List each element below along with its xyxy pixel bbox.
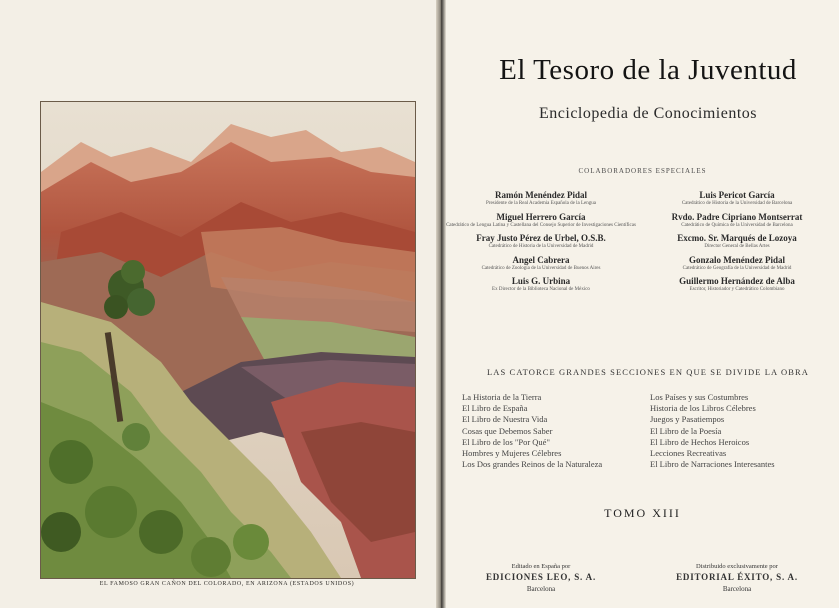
sections-heading: LAS CATORCE GRANDES SECCIONES EN QUE SE DIVIDE LA OBRA [486,367,810,377]
book-gutter [436,0,446,608]
canyon-illustration [40,101,416,579]
section-item: El Libro de la Poesía [650,425,722,436]
collaborator-name: Miguel Herrero García [496,211,586,222]
section-item: El Libro de Hechos Heroicos [650,436,750,447]
publisher-right [642,563,832,595]
section-item: El Libro de los "Por Qué" [462,436,550,447]
collaborator-role: Director General de Bellas Artes [704,244,770,249]
collaborator-role: Escritor, Historiador y Catedrático Colombiano [689,287,785,292]
collaborator-name: Luis G. Urbina [511,276,571,286]
collaborator-name: Gonzalo Menéndez Pidal [689,254,785,265]
distributor-house: EDITORIAL ÉXITO, S. A. [676,572,798,582]
section-item: Hombres y Mujeres Célebres [462,448,562,459]
collaborators-right-column [642,190,832,298]
publisher-city: Barcelona [526,585,556,593]
collaborator-name: Rvdo. Padre Cipriano Montserrat [671,211,803,222]
collaborator-name: Angel Cabrera [512,254,570,265]
collaborator-role: Catedrático de Historia de la Universidad de Barcelona [681,201,793,206]
distributor-city: Barcelona [722,585,752,593]
publisher-left [446,563,636,595]
section-item: Los Países y sus Costumbres [650,392,749,402]
collaborator-role: Catedrático de Historia de la Universidad de Madrid [488,244,594,249]
collaborators-heading: COLABORADORES ESPECIALES [578,167,707,175]
collaborator-role: Ex Director de la Biblioteca Nacional de México [492,287,590,292]
publisher-house: EDICIONES LEO, S. A. [485,572,597,582]
collaborator-name: Luis Pericot García [699,190,775,200]
section-item: El Libro de España [462,403,528,414]
sections-left-list [462,392,652,470]
section-item: Lecciones Recreativas [650,448,727,459]
section-item: Los Dos grandes Reinos de la Naturaleza [462,459,603,470]
collaborator-name: Fray Justo Pérez de Urbel, O.S.B. [476,233,606,243]
sections-right-list [650,392,839,470]
distributor-line: Distribuido exclusivamente por [696,563,778,570]
collaborator-role: Presidente de la Real Academia Española de la Lengua [486,201,596,206]
volume-number: TOMO XIII [604,506,681,520]
publisher-line: Editado en España por [511,563,571,570]
section-item: Juegos y Pasatiempos [650,414,725,425]
collaborator-role: Catedrático de Lengua Latina y Castellana del Consejo Superior de Investigaciones Científicas [446,222,636,228]
section-item: El Libro de Narraciones Interesantes [650,459,775,470]
collaborator-role: Catedrático de Zoología de la Universidad de Buenos Aires [481,265,601,271]
section-item: Historia de los Libros Célebres [650,403,756,414]
collaborators-left-column [446,190,636,298]
section-item: Cosas que Debemos Saber [462,425,553,436]
collaborator-role: Catedrático de Geografía de la Universidad de Madrid [682,265,792,271]
collaborator-name: Ramón Menéndez Pidal [495,190,587,200]
title-page [446,0,839,608]
book-subtitle: Enciclopedia de Conocimientos [539,105,757,122]
collaborator-name: Excmo. Sr. Marqués de Lozoya [677,233,797,243]
section-item: El Libro de Nuestra Vida [462,414,548,425]
plate-caption: EL FAMOSO GRAN CAÑON DEL COLORADO, EN ARIZONA (ESTADOS UNIDOS) [99,581,355,587]
collaborator-name: Guillermo Hernández de Alba [679,276,795,286]
section-item: La Historia de la Tierra [462,392,542,402]
book-title: El Tesoro de la Juventud [499,54,797,86]
collaborator-role: Catedrático de Química de la Universidad de Barcelona [681,222,793,228]
